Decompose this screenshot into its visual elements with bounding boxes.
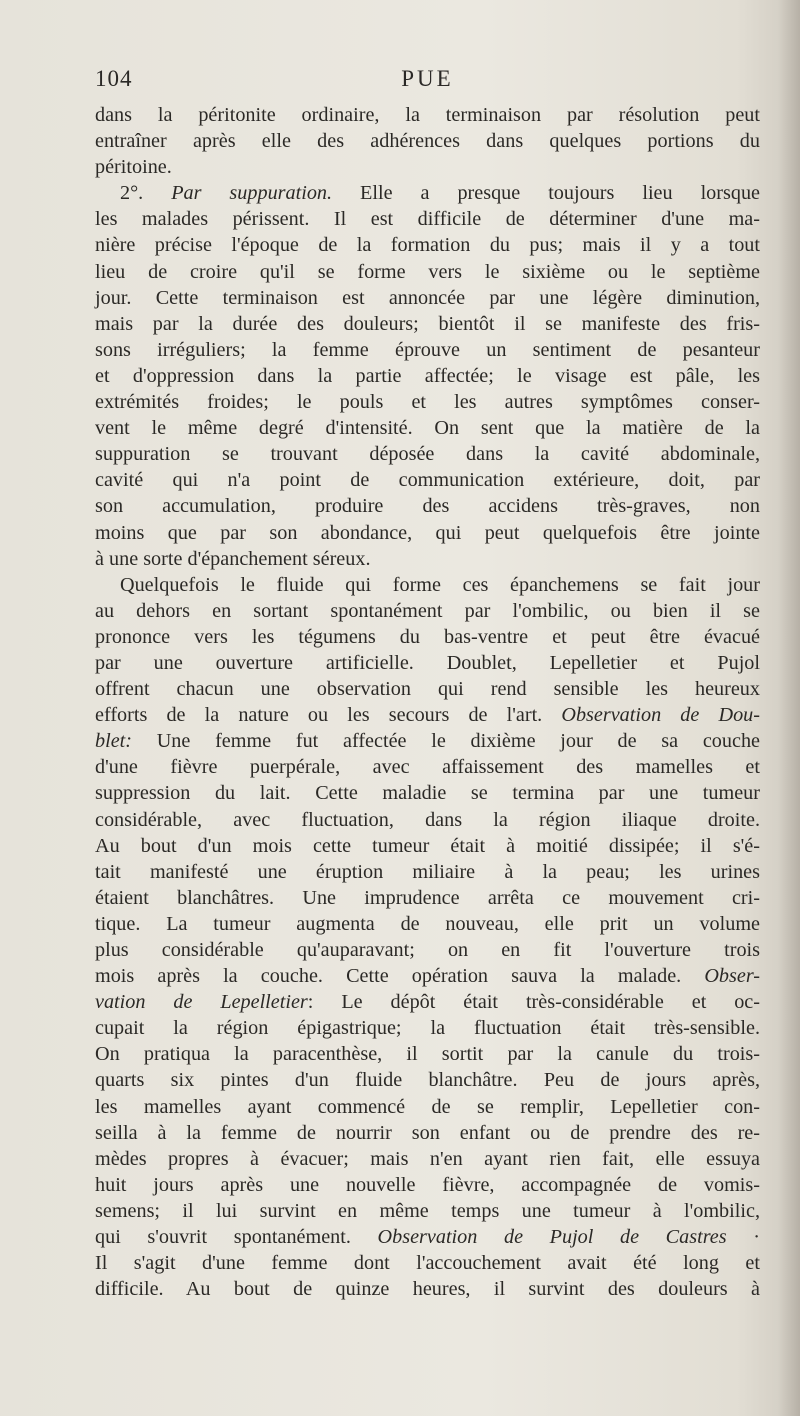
text-segment: vent le même degré d'intensité. On sent que la matière de la xyxy=(95,417,760,440)
text-segment: seilla à la femme de nourrir son enfant ou de prendre des re- xyxy=(95,1121,760,1144)
text-segment: quarts six pintes d'un fluide blanchâtre. Peu de jours après, xyxy=(95,1069,760,1092)
text-line xyxy=(95,232,760,258)
text-line xyxy=(95,1276,760,1302)
italic-text: vation de Lepelletier xyxy=(95,991,308,1014)
text-segment: lieu de croire qu'il se forme vers le sixième ou le septième xyxy=(95,260,760,283)
page-number: 104 xyxy=(95,66,133,91)
text-segment: offrent chacun une observation qui rend sensible les heureux xyxy=(95,678,760,701)
text-segment: dans la péritonite ordinaire, la terminaison par résolution peut xyxy=(95,104,760,126)
text-segment: son accumulation, produire des accidens très-graves, non xyxy=(95,495,760,518)
text-line xyxy=(95,572,760,598)
text-line xyxy=(95,102,760,128)
text-line xyxy=(95,520,760,546)
text-segment: mais par la durée des douleurs; bientôt il se manifeste des fris- xyxy=(95,312,760,335)
text-line xyxy=(95,311,760,337)
text-segment: Au bout d'un mois cette tumeur était à moitié dissipée; il s'é- xyxy=(95,834,760,857)
text-line xyxy=(95,624,760,650)
text-line xyxy=(95,859,760,885)
text-segment: Elle a presque toujours lieu lorsque xyxy=(332,182,760,205)
text-line xyxy=(95,598,760,624)
text-line xyxy=(95,389,760,415)
text-line xyxy=(95,441,760,467)
text-segment: qui s'ouvrit spontanément. xyxy=(95,1226,378,1249)
text-line xyxy=(95,963,760,989)
text-line xyxy=(95,676,760,702)
text-line xyxy=(95,1094,760,1120)
text-segment: au dehors en sortant spontanément par l'ombilic, ou bien il se xyxy=(95,599,760,622)
text-line xyxy=(95,1015,760,1041)
text-line xyxy=(95,754,760,780)
text-segment: difficile. Au bout de quinze heures, il survint des douleurs à xyxy=(95,1278,760,1301)
text-line xyxy=(95,285,760,311)
page-header xyxy=(95,66,760,98)
text-segment: Quelquefois le fluide qui forme ces épanchemens se fait jour xyxy=(120,573,760,596)
text-segment: prononce vers les tégumens du bas-ventre et peut être évacué xyxy=(95,625,760,648)
text-line xyxy=(95,702,760,728)
text-segment: On pratiqua la paracenthèse, il sortit par la canule du trois- xyxy=(95,1043,760,1066)
text-line xyxy=(95,180,760,206)
text-segment: entraîner après elle des adhérences dans quelques portions du xyxy=(95,130,760,153)
text-segment: suppression du lait. Cette maladie se termina par une tumeur xyxy=(95,782,760,805)
text-segment: Il s'agit d'une femme dont l'accouchement avait été long et xyxy=(95,1252,760,1275)
text-segment: extrémités froides; le pouls et les autres symptômes conser- xyxy=(95,391,760,414)
text-segment: : Le dépôt était très-considérable et oc- xyxy=(307,991,760,1014)
text-line xyxy=(95,650,760,676)
text-line xyxy=(95,1067,760,1093)
text-segment: 2°. xyxy=(120,182,172,205)
text-segment: semens; il lui survint en même temps une tumeur à l'ombilic, xyxy=(95,1199,760,1222)
text-line xyxy=(95,363,760,389)
text-segment: tait manifesté une éruption miliaire à la peau; les urines xyxy=(95,860,760,883)
text-segment: suppuration se trouvant déposée dans la cavité abdominale, xyxy=(95,443,760,466)
text-segment: efforts de la nature ou les secours de l'art. xyxy=(95,704,562,727)
body-text xyxy=(95,102,760,1302)
text-segment: cupait la région épigastrique; la fluctuation était très-sensible. xyxy=(95,1017,760,1040)
text-line xyxy=(95,728,760,754)
text-line xyxy=(95,1198,760,1224)
text-segment: mèdes propres à évacuer; mais n'en ayant rien fait, elle essuya xyxy=(95,1147,760,1170)
text-line xyxy=(95,1172,760,1198)
text-segment: jour. Cette terminaison est annoncée par une légère diminution, xyxy=(95,286,760,309)
text-segment: péritoine. xyxy=(95,156,172,179)
text-segment: tique. La tumeur augmenta de nouveau, elle prit un volume xyxy=(95,912,760,935)
text-line xyxy=(95,989,760,1015)
text-segment: et d'oppression dans la partie affectée; le visage est pâle, les xyxy=(95,364,760,387)
italic-text: Observation de Dou- xyxy=(561,704,760,727)
text-segment: considérable, avec fluctuation, dans la région iliaque droite. xyxy=(95,808,760,831)
text-segment: · xyxy=(726,1226,760,1249)
text-line xyxy=(95,1120,760,1146)
text-line xyxy=(95,1250,760,1276)
text-line xyxy=(95,337,760,363)
text-line xyxy=(95,1146,760,1172)
page-edge-shadow xyxy=(778,0,800,1416)
text-segment: cavité qui n'a point de communication extérieure, doit, par xyxy=(95,469,760,492)
text-segment: étaient blanchâtres. Une imprudence arrêta ce mouvement cri- xyxy=(95,886,760,909)
text-line xyxy=(95,154,760,180)
text-segment: par une ouverture artificielle. Doublet, Lepelletier et Pujol xyxy=(95,651,760,674)
text-line xyxy=(95,911,760,937)
text-line xyxy=(95,780,760,806)
text-line xyxy=(95,493,760,519)
text-line xyxy=(95,1224,760,1250)
text-segment: plus considérable qu'auparavant; on en fit l'ouverture trois xyxy=(95,939,760,961)
text-segment: sons irréguliers; la femme éprouve un sentiment de pesanteur xyxy=(95,338,760,361)
running-head: PUE xyxy=(401,66,454,91)
italic-text: Observation de Pujol de Castres xyxy=(377,1226,727,1249)
text-line xyxy=(95,833,760,859)
text-segment: moins que par son abondance, qui peut quelquefois être jointe xyxy=(95,521,760,544)
text-segment: les malades périssent. Il est difficile de déterminer d'une ma- xyxy=(95,208,760,231)
text-line xyxy=(95,937,760,963)
text-line xyxy=(95,807,760,833)
text-line xyxy=(95,546,760,572)
italic-text: Obser- xyxy=(704,965,760,988)
text-segment: d'une fièvre puerpérale, avec affaissement des mamelles et xyxy=(95,756,760,779)
italic-text: Par suppuration. xyxy=(171,182,333,205)
italic-text: blet: xyxy=(95,730,132,753)
text-line xyxy=(95,885,760,911)
text-segment: les mamelles ayant commencé de se remplir, Lepelletier con- xyxy=(95,1095,760,1118)
text-line xyxy=(95,1041,760,1067)
text-line xyxy=(95,415,760,441)
text-line xyxy=(95,128,760,154)
text-segment: mois après la couche. Cette opération sauva la malade. xyxy=(95,965,705,988)
text-line xyxy=(95,467,760,493)
text-segment: à une sorte d'épanchement séreux. xyxy=(95,547,371,570)
text-line xyxy=(95,259,760,285)
text-segment: nière précise l'époque de la formation du pus; mais il y a tout xyxy=(95,234,760,257)
text-line xyxy=(95,206,760,232)
text-segment: Une femme fut affectée le dixième jour de sa couche xyxy=(132,730,760,753)
text-segment: huit jours après une nouvelle fièvre, accompagnée de vomis- xyxy=(95,1173,760,1196)
